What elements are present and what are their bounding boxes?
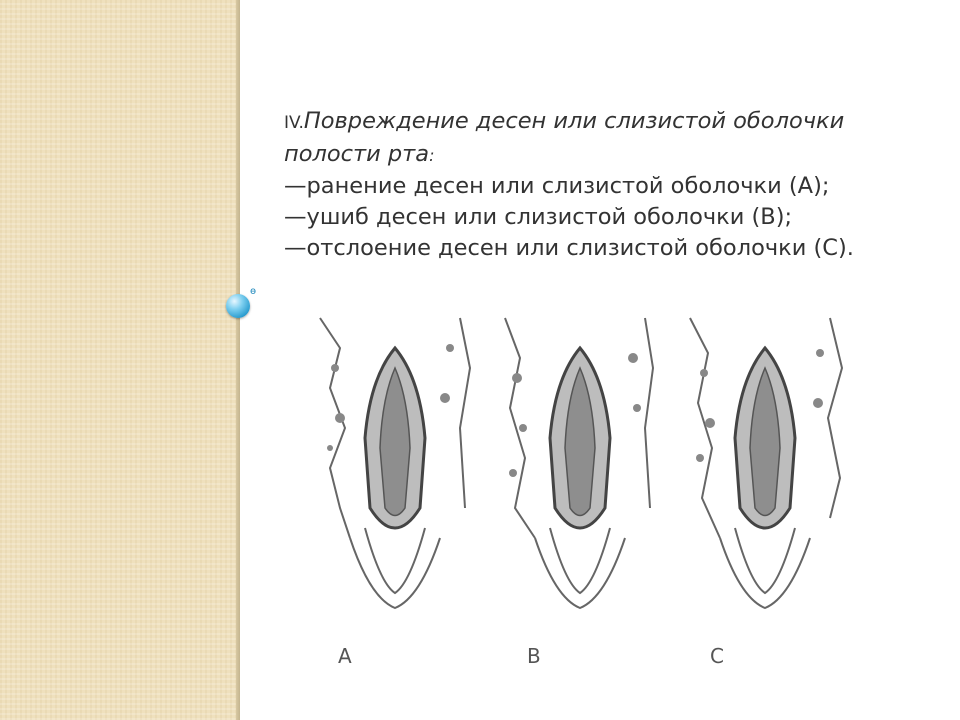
figure-label-c: C — [710, 644, 724, 668]
figure-label-a: A — [338, 644, 352, 668]
bullet-orb-icon — [226, 294, 250, 318]
list-item-b: —ушиб десен или слизистой оболочки (В); — [284, 204, 793, 230]
heading-number: IV. — [284, 113, 304, 133]
bullet-glyph: ө — [250, 286, 257, 297]
figure-label-b: B — [527, 644, 541, 668]
panel-divider — [236, 0, 240, 720]
tooth-diagram-c — [680, 308, 860, 618]
heading-text: Повреждение десен или слизистой оболочки полости рта — [284, 108, 845, 167]
slide-text — [284, 106, 924, 264]
tooth-illustration — [290, 308, 860, 680]
list-item-c: —отслоение десен или слизистой оболочки (С). — [284, 235, 854, 261]
list-item-a: —ранение десен или слизистой оболочки (А); — [284, 173, 830, 199]
heading-colon: : — [429, 146, 435, 165]
slide-heading — [284, 106, 924, 171]
tooth-diagram-a — [310, 308, 490, 618]
decorative-side-panel — [0, 0, 236, 720]
tooth-diagram-b — [495, 308, 675, 618]
